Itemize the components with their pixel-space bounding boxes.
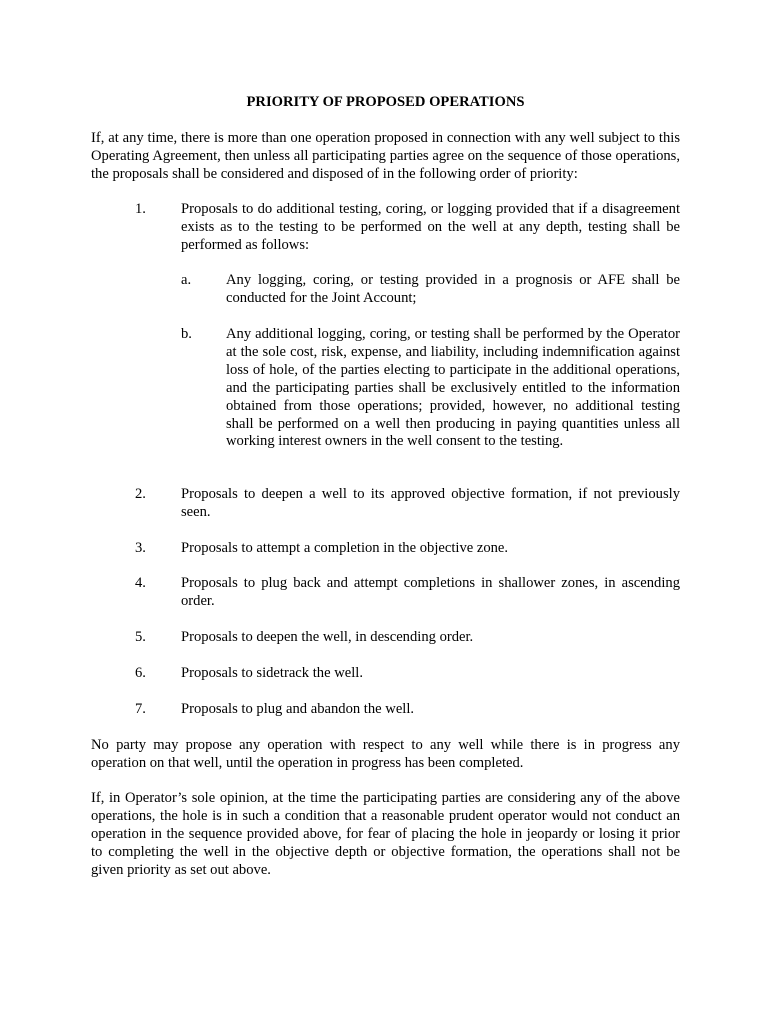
list-item-number: 1. <box>135 201 146 217</box>
closing-paragraph-2: If, in Operator’s sole opinion, at the time the participating parties are considering any of the above operations, the hole is in such a condition that a reasonable prudent operator would not conduct an operation in the sequence provided above, for fear of placing the hole in jeopardy or losing it prior to completing the well in the objective depth or objective formation, the operations shall not be given priority as set out above. <box>91 790 680 878</box>
page-title: PRIORITY OF PROPOSED OPERATIONS <box>246 94 525 110</box>
intro-paragraph: If, at any time, there is more than one operation proposed in connection with any well subject to this Operating Agreement, then unless all participating parties agree on the sequence of those operations, the proposals shall be considered and disposed of in the following order of priority: <box>91 130 680 182</box>
closing-paragraph-1: No party may propose any operation with respect to any well while there is in progress any operation on that well, until the operation in progress has been completed. <box>91 737 680 771</box>
list-item-number: 6. <box>135 665 146 681</box>
sub-list-item-text: Any additional logging, coring, or testing shall be performed by the Operator at the sole cost, risk, expense, and liability, including indemnification against loss of hole, of the parties electing to participate in the additional operations, and the participating parties shall be exclusively entitled to the information obtained from those operations; provided, however, no additional testing shall be performed on a well then producing in paying quantities unless all working interest owners in the well consent to the testing. <box>226 326 680 450</box>
list-item-text: Proposals to deepen the well, in descending order. <box>181 629 474 645</box>
list-item-text: Proposals to attempt a completion in the objective zone. <box>181 540 509 556</box>
list-item <box>91 486 680 522</box>
sub-list-item <box>91 326 680 451</box>
list-item-number: 4. <box>135 575 146 591</box>
list-item <box>91 665 680 683</box>
list-item <box>91 540 680 558</box>
list-item-text: Proposals to plug back and attempt completions in shallower zones, in ascending order. <box>181 575 680 609</box>
list-item <box>91 701 680 719</box>
list-item-text: Proposals to sidetrack the well. <box>181 665 363 681</box>
list-item-text: Proposals to plug and abandon the well. <box>181 701 415 717</box>
list-item <box>91 629 680 647</box>
list-item-number: 7. <box>135 701 146 717</box>
list-item-number: 3. <box>135 540 146 556</box>
list-item-number: 2. <box>135 486 146 502</box>
list-item-text: Proposals to deepen a well to its approved objective formation, if not previously seen. <box>181 486 680 520</box>
list-item-text: Proposals to do additional testing, coring, or logging provided that if a disagreement exists as to the testing to be performed on the well at any depth, testing shall be performed as follows: <box>181 201 680 253</box>
sub-list-item-letter: a. <box>181 272 192 288</box>
list-item <box>91 575 680 611</box>
list-item <box>91 201 680 255</box>
list-item-number: 5. <box>135 629 146 645</box>
sub-list-item-text: Any logging, coring, or testing provided in a prognosis or AFE shall be conducted for the Joint Account; <box>226 272 680 306</box>
sub-list-item <box>91 272 680 308</box>
sub-list-item-letter: b. <box>181 326 192 342</box>
